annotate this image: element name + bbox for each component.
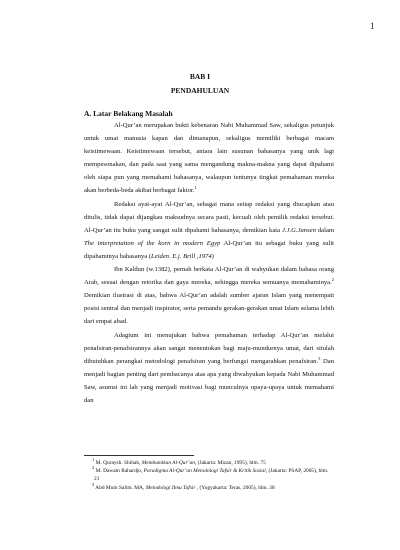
footnote-text: Abd Muin Salim. MA, [94, 484, 146, 491]
footnote-number: 1 [92, 457, 95, 463]
footnote-book-title: Paradigma Al-Qur’an Metodologi Tafsir & Kritik Sosial, [143, 468, 268, 475]
footnote-number: 3 [92, 481, 95, 487]
footnote-ref: 2 [331, 276, 334, 282]
paragraph-4 [84, 329, 334, 408]
paragraph-1 [84, 119, 334, 198]
paragraph-text: Redaksi ayat-ayat Al-Qur’an, sebagai mana setiap redaksi yang diucapkan atau ditulis, tidak dapat dijangkau maksudnya secara pasti, kecuali oleh pemilik redaksi tersebut. Al-Qur’an itu buku yang sangat sulit dipahami bahasanya, demikian kata [84, 200, 334, 234]
footnote-3 [84, 481, 334, 492]
footnote-number: 2 [92, 465, 95, 471]
footnote-text: (Jakarta: Mizan, 1995), hlm. 75 [196, 460, 266, 466]
footnote-text: , (Yogyakarta: Teras, 2005), hlm. 38 [195, 484, 275, 491]
paragraph-text: Demikian ilustrasi di atas, bahwa Al-Qur’an adalah sumber ajaran Islam yang menempati posisi sentral dan menjadi inspirator, serta pemandu gerakan-gerakan umat Islam selama lebih dari empat abad. [84, 292, 334, 326]
footnotes [84, 459, 334, 492]
paragraph-text: Al-Qur’an merupakan bukti kebenaran Nabi Muhammad Saw, sekaligus petunjuk untuk umat manusia kapan dan dimanapun, sekaligus memiliki berbagai macam keistimewaan. Keistimewaan tersebut, antara lain susunan bahasanya yang unik lagi mempesonakan, dan pada saat yang sama mengandung makna-makna yang dapat dipahami oleh siapa pun yang memahami bahasanya, walaupun tentunya tingkat pemahaman mereka akan berbeda-beda akibat berbagai faktor. [84, 122, 334, 195]
body-text [84, 119, 334, 407]
footnote-1 [84, 459, 334, 467]
paragraph-text: Adagium ini menujukan bahwa pemahaman terhadap Al-Qur’an melalui penafsiran-penafsirannya akan sangat menentukan bagi maju-mundurnya umat, dari situlah dibutuhkan perangkat metodologi penafsiran yang berfungsi mengarahkan penafsiran. [84, 331, 334, 365]
footnote-book-title: Membumikan Al-Qur’an, [141, 460, 197, 466]
footnote-divider [84, 455, 194, 456]
footnote-text: M. Dawam Rahardjo, [94, 468, 144, 475]
footnote-ref: 3 [318, 355, 321, 361]
section-heading: A. Latar Belakang Masalah [84, 109, 173, 118]
paragraph-2 [84, 198, 334, 263]
page-number: 1 [370, 21, 375, 31]
chapter-number: BAB I [189, 72, 211, 81]
paragraph-text: Dan menjadi bagian penting dari pembacanya atas apa yang diwahyukan kepada Nabi Muhammad Saw, asumsi ini lah yang menjadi motivasi bagi munculnya upaya-upaya untuk memahami dan [84, 357, 335, 404]
footnote-text: (Jakarta: PSAP, 2005), hlm. 21 [94, 468, 329, 483]
paragraph-text: ) [211, 252, 214, 260]
paragraph-text: Al-Qur’an itu sebagai buku yang sulit dipahaminya bahasanya ( [84, 239, 334, 260]
book-title: The interpretation of the korn in modern Egyp [84, 239, 221, 247]
footnote-book-title: Metodologi Ilmu Tafsir [145, 484, 196, 491]
citation: Leiden. E.j. Brill ,1974 [151, 252, 212, 260]
paragraph-text: Ibn Kaldun (w.1382), pernah berkata Al-Qur’an di wahyukan dalam bahasa orang Arab, sesuai dengan retorika dan gaya mereka, sehingga mereka semuanya memahaminya. [84, 266, 334, 287]
chapter-title: PENDAHULUAN [170, 86, 230, 95]
footnote-ref: 1 [194, 185, 197, 191]
author-name: J.J.G.Jansen [282, 226, 316, 234]
footnote-text: M. Quraysh. Shihab, [94, 460, 142, 466]
footnote-2 [84, 467, 334, 483]
paragraph-text: dalam [315, 226, 334, 234]
paragraph-3 [84, 263, 334, 328]
